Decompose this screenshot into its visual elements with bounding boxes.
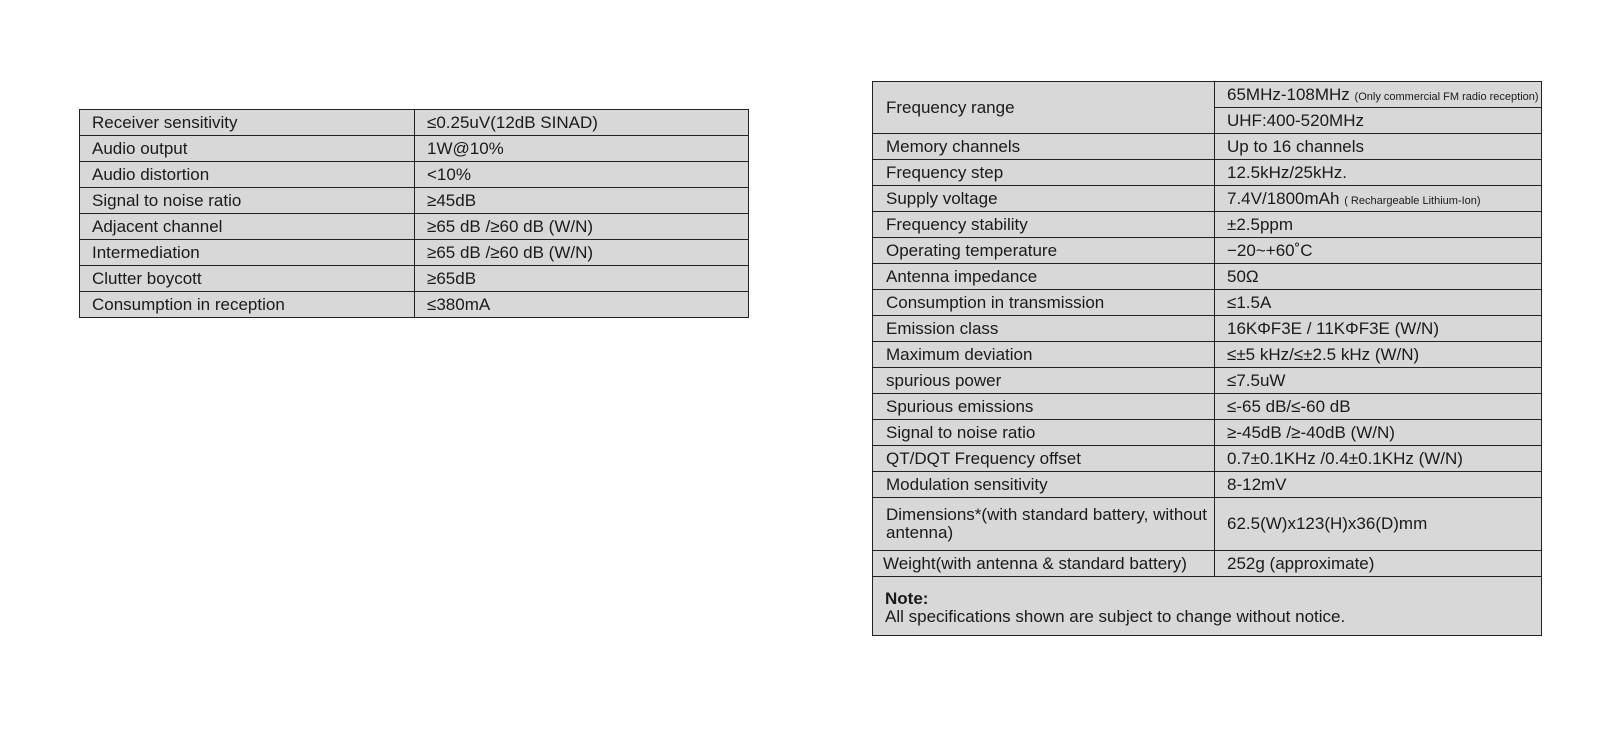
spec-value: ≥65dB [415, 266, 749, 292]
spec-label: Operating temperature [873, 238, 1215, 264]
spec-label: Consumption in transmission [873, 290, 1215, 316]
table-row [873, 551, 1542, 577]
table-row [80, 292, 749, 318]
spec-value: ≤7.5uW [1215, 368, 1542, 394]
frequency-fm-note: (Only commercial FM radio reception) [1354, 90, 1539, 103]
table-row [80, 240, 749, 266]
table-row [873, 160, 1542, 186]
spec-value: ≤380mA [415, 292, 749, 318]
spec-value: ≤±5 kHz/≤±2.5 kHz (W/N) [1215, 342, 1542, 368]
spec-value [1215, 186, 1542, 212]
note-row [873, 577, 1542, 636]
spec-value: 0.7±0.1KHz /0.4±0.1KHz (W/N) [1215, 446, 1542, 472]
spec-value: 8-12mV [1215, 472, 1542, 498]
spec-label: Signal to noise ratio [873, 420, 1215, 446]
spec-label: spurious power [873, 368, 1215, 394]
spec-label: Adjacent channel [80, 214, 415, 240]
spec-label: Modulation sensitivity [873, 472, 1215, 498]
table-row [80, 188, 749, 214]
spec-value: ≥65 dB /≥60 dB (W/N) [415, 240, 749, 266]
spec-value: ≤0.25uV(12dB SINAD) [415, 110, 749, 136]
spec-value: 50Ω [1215, 264, 1542, 290]
spec-value: ≥-45dB /≥-40dB (W/N) [1215, 420, 1542, 446]
table-row [873, 82, 1542, 108]
table-row [80, 162, 749, 188]
spec-value: <10% [415, 162, 749, 188]
spec-value: ≤1.5A [1215, 290, 1542, 316]
receiver-spec-table [79, 109, 749, 318]
spec-label: Supply voltage [873, 186, 1215, 212]
table-row [873, 264, 1542, 290]
spec-value: ≥65 dB /≥60 dB (W/N) [415, 214, 749, 240]
spec-label: Maximum deviation [873, 342, 1215, 368]
note-text: All specifications shown are subject to change without notice. [885, 607, 1346, 626]
spec-label: Weight(with antenna & standard battery) [873, 551, 1215, 577]
table-row [873, 186, 1542, 212]
table-row [873, 290, 1542, 316]
spec-value: 62.5(W)x123(H)x36(D)mm [1215, 498, 1542, 551]
note-title: Note: [885, 589, 929, 609]
table-row [873, 368, 1542, 394]
spec-label: Signal to noise ratio [80, 188, 415, 214]
spec-label: Intermediation [80, 240, 415, 266]
spec-label: Frequency range [873, 82, 1215, 134]
spec-label: Audio output [80, 136, 415, 162]
frequency-fm-value: 65MHz-108MHz [1227, 84, 1350, 104]
spec-label: Frequency stability [873, 212, 1215, 238]
supply-voltage-value: 7.4V/1800mAh [1227, 188, 1340, 208]
spec-label: Spurious emissions [873, 394, 1215, 420]
table-row [80, 266, 749, 292]
table-row [873, 238, 1542, 264]
spec-value: 252g (approximate) [1215, 551, 1542, 577]
general-spec-table [872, 81, 1542, 636]
spec-label: Clutter boycott [80, 266, 415, 292]
spec-value: 16KΦF3E / 11KΦF3E (W/N) [1215, 316, 1542, 342]
table-row [873, 212, 1542, 238]
table-row [80, 214, 749, 240]
spec-label: Receiver sensitivity [80, 110, 415, 136]
table-row [873, 342, 1542, 368]
table-row [80, 136, 749, 162]
spec-label: QT/DQT Frequency offset [873, 446, 1215, 472]
spec-label: Consumption in reception [80, 292, 415, 318]
spec-label: Dimensions*(with standard battery, without antenna) [873, 498, 1215, 551]
spec-value: ≤-65 dB/≤-60 dB [1215, 394, 1542, 420]
spec-value: UHF:400-520MHz [1215, 108, 1542, 134]
spec-label: Frequency step [873, 160, 1215, 186]
spec-label: Audio distortion [80, 162, 415, 188]
spec-value [1215, 82, 1542, 108]
spec-label: Memory channels [873, 134, 1215, 160]
spec-label: Antenna impedance [873, 264, 1215, 290]
spec-value: ≥45dB [415, 188, 749, 214]
spec-value: −20~+60˚C [1215, 238, 1542, 264]
table-row [873, 472, 1542, 498]
spec-label: Emission class [873, 316, 1215, 342]
note-cell [873, 577, 1542, 636]
table-row [873, 446, 1542, 472]
table-row [873, 420, 1542, 446]
table-row [873, 134, 1542, 160]
table-row [80, 110, 749, 136]
spec-value: 1W@10% [415, 136, 749, 162]
table-row [873, 498, 1542, 551]
spec-value: ±2.5ppm [1215, 212, 1542, 238]
spec-value: 12.5kHz/25kHz. [1215, 160, 1542, 186]
table-row [873, 394, 1542, 420]
supply-voltage-note: ( Rechargeable Lithium-Ion) [1344, 194, 1481, 207]
table-row [873, 316, 1542, 342]
spec-value: Up to 16 channels [1215, 134, 1542, 160]
